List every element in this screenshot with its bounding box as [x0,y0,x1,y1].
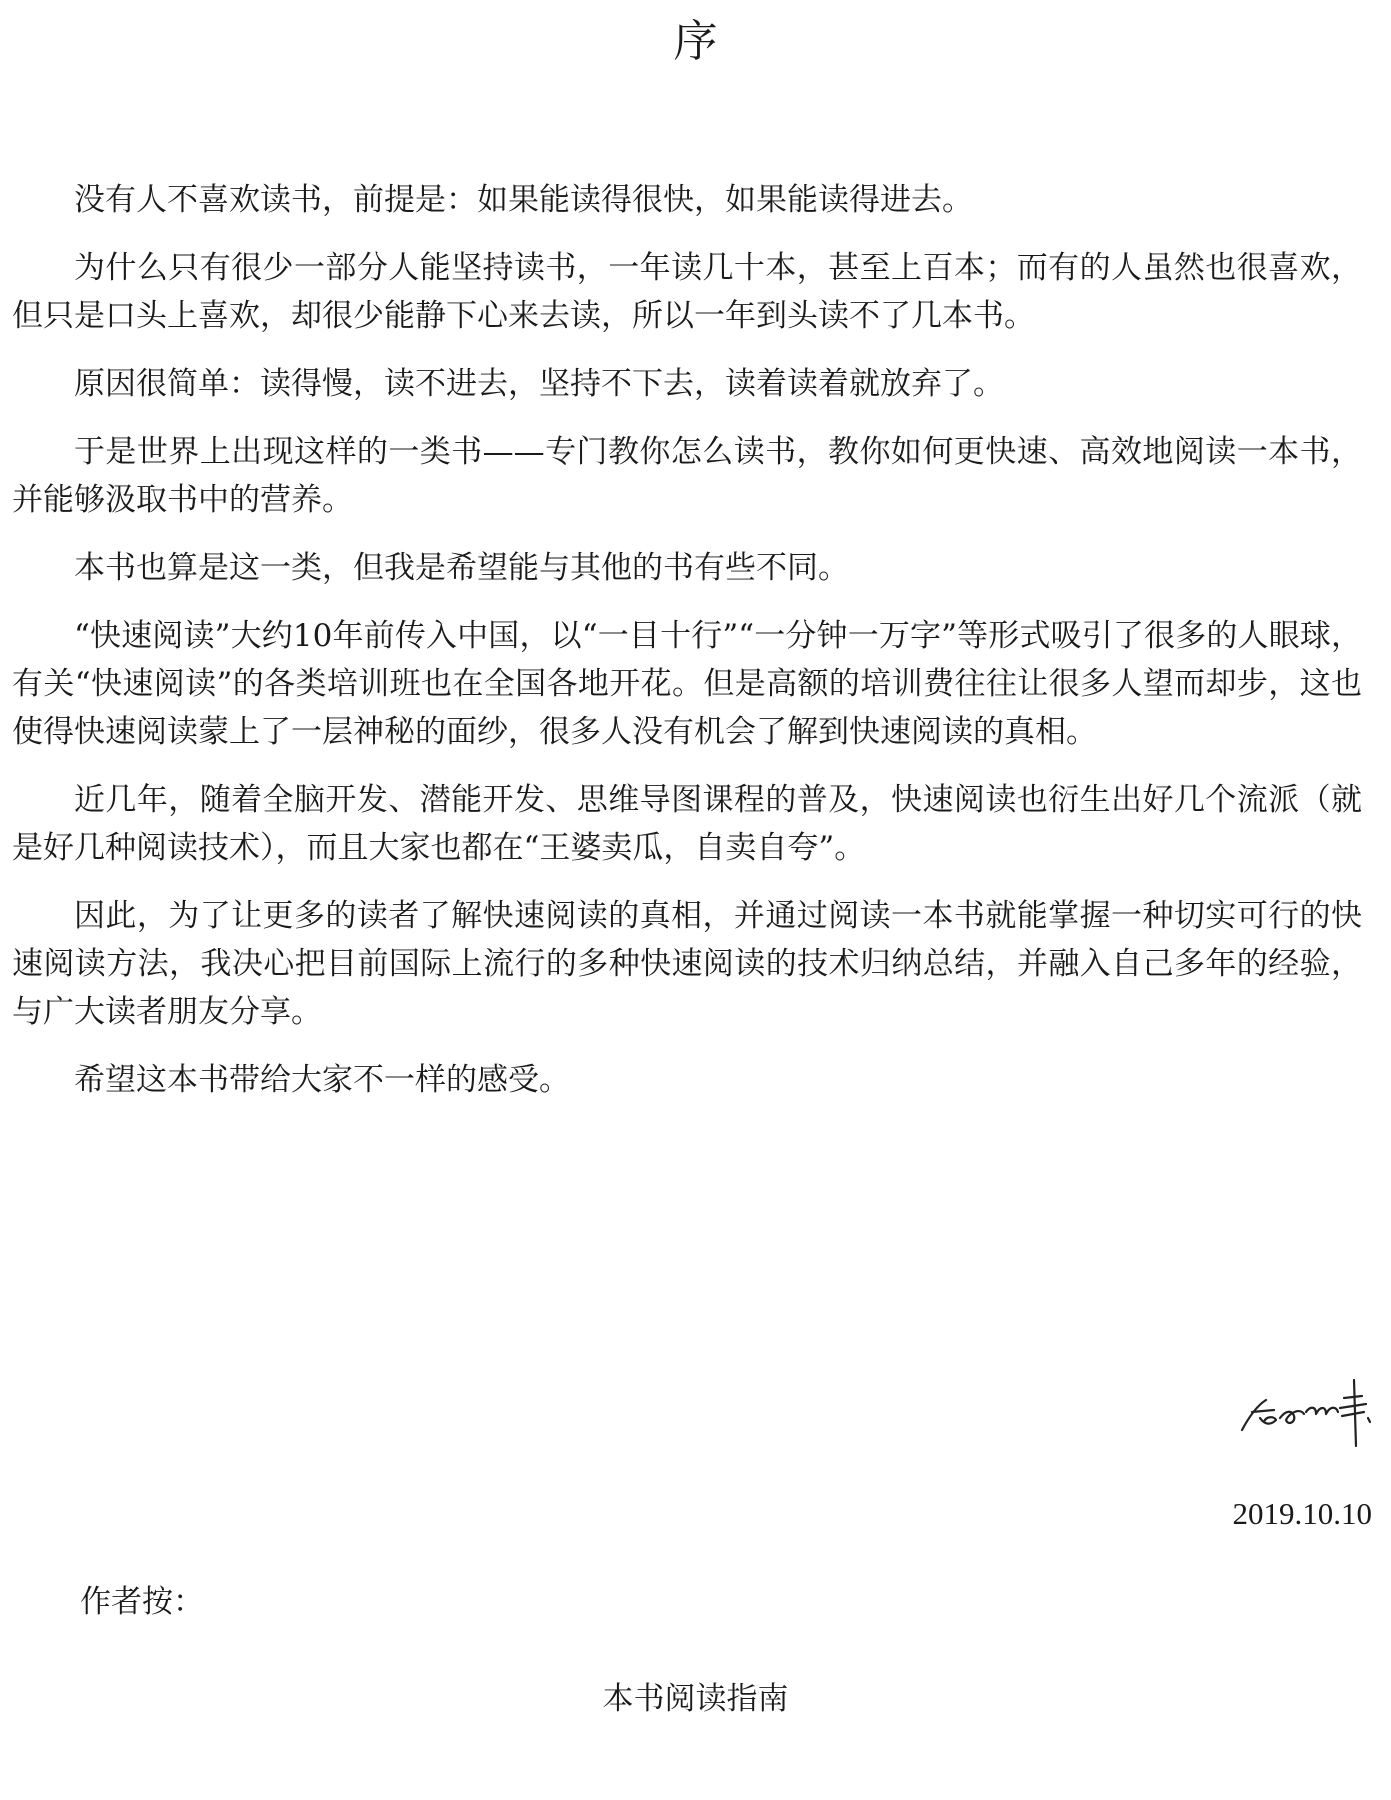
handwritten-signature [1230,1360,1390,1450]
paragraph: 原因很简单：读得慢，读不进去，坚持不下去，读着读着就放弃了。 [74,366,1004,402]
guide-heading: 本书阅读指南 [602,1681,789,1717]
paragraph: 希望这本书带给大家不一样的感受。 [74,1062,570,1098]
paragraph: 因此，为了让更多的读者了解快速阅读的真相，并通过阅读一本书就能掌握一种切实可行的快速阅读方法，我决心把目前国际上流行的多种快速阅读的技术归纳总结，并融入自己多年的经验，与广大读者朋友分享。 [12,898,1362,1030]
paragraph: 本书也算是这一类，但我是希望能与其他的书有些不同。 [74,550,849,586]
preface-body [12,176,1362,1124]
page-title: 序 [673,16,718,67]
date: 2019.10.10 [1232,1496,1372,1531]
paragraph: 于是世界上出现这样的一类书——专门教你怎么读书，教你如何更快速、高效地阅读一本书，并能够汲取书中的营养。 [12,434,1362,518]
paragraph: “快速阅读”大约10年前传入中国，以“一目十行”“一分钟一万字”等形式吸引了很多的人眼球，有关“快速阅读”的各类培训班也在全国各地开花。但是高额的培训费往往让很多人望而却步，这也使得快速阅读蒙上了一层神秘的面纱，很多人没有机会了解到快速阅读的真相。 [12,618,1362,750]
paragraph: 为什么只有很少一部分人能坚持读书，一年读几十本，甚至上百本；而有的人虽然也很喜欢，但只是口头上喜欢，却很少能静下心来去读，所以一年到头读不了几本书。 [12,250,1362,334]
paragraph: 没有人不喜欢读书，前提是：如果能读得很快，如果能读得进去。 [74,182,973,218]
paragraph: 近几年，随着全脑开发、潜能开发、思维导图课程的普及，快速阅读也衍生出好几个流派（就是好几种阅读技术），而且大家也都在“王婆卖瓜，自卖自夸”。 [12,782,1362,866]
author-note-label: 作者按： [80,1584,204,1620]
